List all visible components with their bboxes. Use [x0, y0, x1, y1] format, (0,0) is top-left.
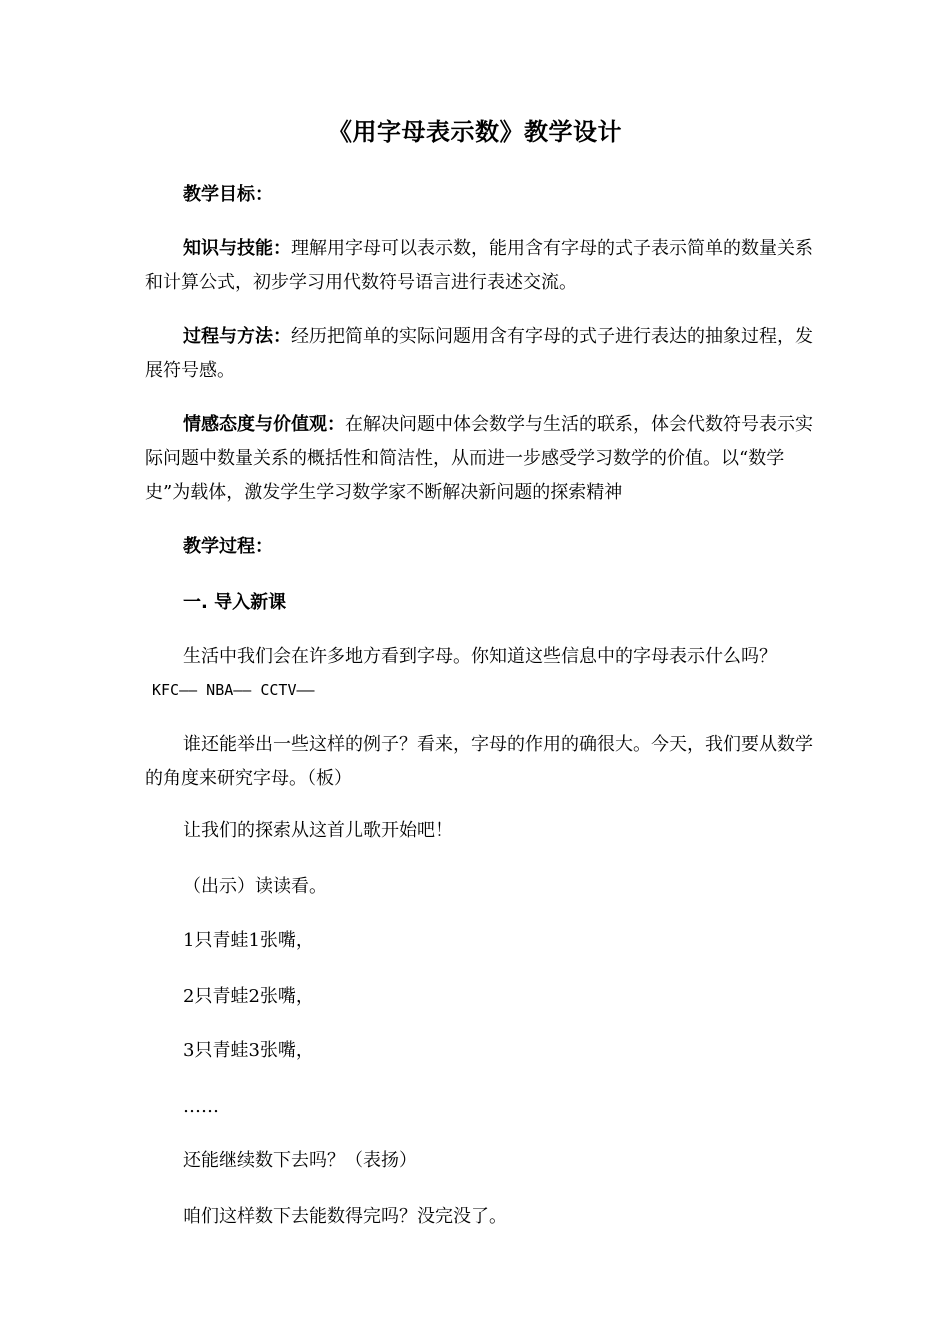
song-line-2: 2只青蛙2张嘴，	[183, 986, 314, 1007]
goals-heading: 教学目标：	[183, 184, 273, 205]
knowledge-skills-text: 理解用字母可以表示数，能用含有字母的式子表示简单的数量关系和计算公式，初步学习用代数符号语言进行表述交流。	[145, 238, 813, 293]
song-line-1: 1只青蛙1张嘴，	[183, 930, 314, 951]
continue-question-paragraph: 还能继续数下去吗？（表扬）	[183, 1150, 417, 1171]
emotion-values-text: 在解决问题中体会数学与生活的联系，体会代数符号表示实际问题中数量关系的概括性和简洁性，从而进一步感受学习数学的价值。以“数学史”为载体，激发学生学习数学家不断解决新问题的探索精神	[145, 414, 813, 503]
document-title: 《用字母表示数》教学设计	[328, 118, 622, 146]
process-method-label: 过程与方法：	[183, 326, 291, 347]
knowledge-skills-label: 知识与技能：	[183, 238, 291, 259]
intro-paragraph: 生活中我们会在许多地方看到字母。你知道这些信息中的字母表示什么吗？	[183, 646, 777, 667]
examples-paragraph: 谁还能举出一些这样的例子？看来，字母的作用的确很大。今天，我们要从数学的角度来研究字母。（板）	[145, 734, 813, 789]
song-line-3: 3只青蛙3张嘴，	[183, 1040, 314, 1061]
process-method-paragraph	[145, 320, 817, 388]
section1-heading: 一. 导入新课	[183, 592, 287, 613]
process-method-text: 经历把简单的实际问题用含有字母的式子进行表达的抽象过程，发展符号感。	[145, 326, 813, 381]
emotion-values-label: 情感态度与价值观：	[183, 414, 345, 435]
abbreviation-examples: KFC—— NBA—— CCTV——	[152, 681, 315, 699]
show-read-paragraph: （出示）读读看。	[183, 876, 327, 897]
song-intro-paragraph: 让我们的探索从这首儿歌开始吧！	[183, 820, 453, 841]
knowledge-skills-paragraph	[145, 232, 817, 300]
song-ellipsis: ……	[183, 1096, 219, 1117]
process-heading: 教学过程：	[183, 536, 273, 557]
endless-counting-paragraph: 咱们这样数下去能数得完吗？没完没了。	[183, 1206, 507, 1227]
emotion-values-paragraph	[145, 408, 817, 510]
